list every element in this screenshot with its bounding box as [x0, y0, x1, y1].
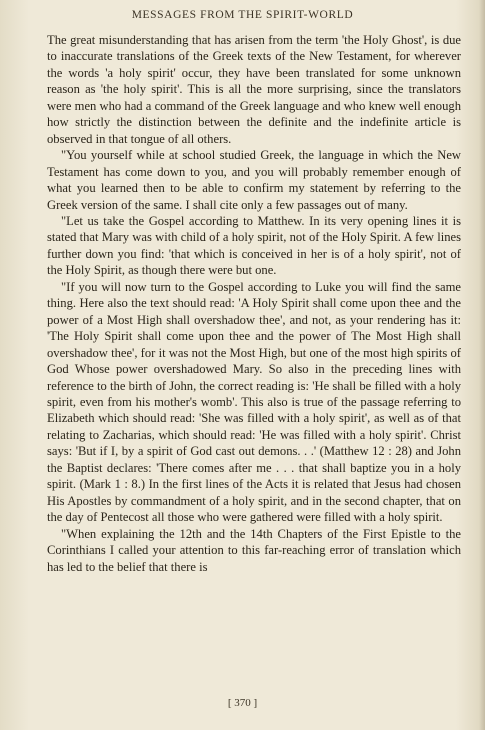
- paragraph: "You yourself while at school studied Greek, the language in which the New Testament has come down to you, and you will probably remember enough of what you learned then to be able to confirm my statement by referring to the Greek version of the same. I shall cite only a few passages out of many.: [47, 148, 461, 212]
- page-number: [ 370 ]: [227, 697, 258, 709]
- page-edge-shadow: [479, 0, 485, 730]
- paragraph: "Let us take the Gospel according to Matthew. In its very opening lines it is stated that Mary was with child of a holy spirit, not of the Holy Spirit. A few lines further down you find: 'that which is conceived in her is of a holy spirit', not of the Holy Spirit, as though there were but one.: [47, 213, 461, 278]
- paragraph: "If you will now turn to the Gospel according to Luke you will find the same thing. Here also the text should read: 'A Holy Spirit shall come upon thee and the power of a Most High shall overshadow thee', and not, as your rendering has it: 'The Holy Spirit shall come upon thee and the power of The Most High shall overshadow thee', for it was not the Most High, but one of the most high spirits of God Whose power overshadowed Mary. So also in the preceding lines with reference to the birth of John, the correct reading is: 'He shall be filled with a holy spirit, even from his mother's womb'. This also is true of the passage referring to Elizabeth which should read: 'She was filled with a holy spirit', as well as of that relating to Zacharias, which should read: 'He was filled with a holy spirit'. Christ says: 'But if I, by a spirit of God cast out demons. . .' (Matthew 12 : 28) and John the Baptist declares: 'There comes after me . . . that shall baptize you in a holy spirit. (Mark 1 : 8.) In the first lines of the Acts it is related that Jesus had chosen His Apostles by commandment of a holy spirit, and in the second chapter, that on the day of Pentecost all those who were gathered were filled with a holy spirit.: [47, 279, 461, 525]
- paragraph: The great misunderstanding that has arisen from the term 'the Holy Ghost', is due to inaccurate translations of the Greek texts of the New Testament, for wherever the words 'a holy spirit' occur, they have been translated for some unknown reason as 'the holy spirit'. This is all the more surprising, since the translators were men who had a command of the Greek language and who knew well enough how strictly the distinction between the definite and the indefinite article is observed in that tongue of all others.: [47, 33, 461, 146]
- paragraph: "When explaining the 12th and the 14th Chapters of the First Epistle to the Corinthians I called your attention to this far-reaching error of translation which has led to the belief that there is: [47, 526, 461, 574]
- running-head: MESSAGES FROM THE SPIRIT-WORLD: [131, 9, 354, 21]
- body-text: [47, 32, 461, 575]
